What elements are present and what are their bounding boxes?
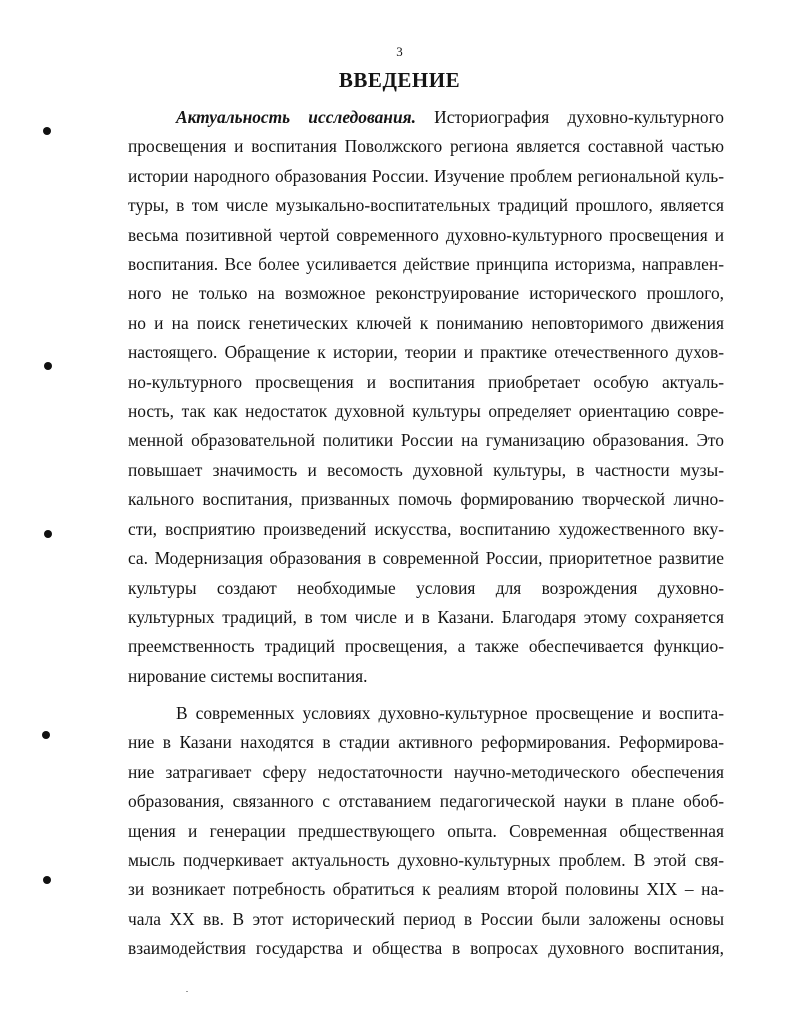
- binding-hole-mark: [44, 362, 52, 370]
- text-line: взаимодействия государства и общества в вопросах духовного воспитания,: [128, 938, 724, 959]
- text-line: ность, так как недостаток духовной культуры определяет ориентацию совре-: [128, 401, 724, 422]
- text-line: образования, связанного с отставанием педагогической науки в плане обоб-: [128, 791, 724, 812]
- text-line: преемственность традиций просвещения, а также обеспечивается функцио-: [128, 636, 724, 657]
- text-line: мысль подчеркивает актуальность духовно-культурных проблем. В этой свя-: [128, 850, 724, 871]
- text-line: нирование системы воспитания.: [128, 665, 368, 686]
- text-line: ние в Казани находятся в стадии активного реформирования. Реформирова-: [128, 732, 724, 753]
- binding-hole-mark: [42, 731, 50, 739]
- binding-hole-mark: [44, 530, 52, 538]
- text-line: чала XX вв. В этот исторический период в России были заложены основы: [128, 908, 724, 929]
- text-line: ние затрагивает сферу недостаточности научно-методического обеспечения: [128, 761, 724, 782]
- text-line: просвещения и воспитания Поволжского региона является составной частью: [128, 136, 724, 157]
- text-line: культурных традиций, в том числе и в Казани. Благодаря этому сохраняется: [128, 606, 724, 627]
- text-line: но-культурного просвещения и воспитания приобретает особую актуаль-: [128, 371, 724, 392]
- text-line: повышает значимость и весомость духовной культуры, в частности музы-: [128, 459, 724, 480]
- text-line: туры, в том числе музыкально-воспитательных традиций прошлого, является: [128, 195, 724, 216]
- text-line: воспитания. Все более усиливается действие принципа историзма, направлен-: [128, 254, 724, 275]
- text-line: менной образовательной политики России на гуманизацию образования. Это: [128, 430, 724, 451]
- text-line: истории народного образования России. Изучение проблем региональной куль-: [128, 165, 724, 186]
- text-line: В современных условиях духовно-культурное просвещение и воспита-: [176, 703, 724, 723]
- text-line: кального воспитания, призванных помочь формированию творческой лично-: [128, 489, 724, 510]
- binding-hole-mark: [43, 127, 51, 135]
- section-lead: Актуальность исследования.: [176, 107, 416, 127]
- text-line: культуры создают необходимые условия для возрождения духовно-: [128, 577, 724, 598]
- page-title: ВВЕДЕНИЕ: [338, 68, 461, 92]
- paragraph-relevance: [128, 103, 724, 691]
- page-number: 3: [396, 44, 403, 59]
- text-line: [128, 103, 724, 132]
- binding-hole-mark: [43, 876, 51, 884]
- text-line: ного не только на возможное реконструирование исторического прошлого,: [128, 283, 724, 304]
- text-line-rest: Историография духовно-культурного: [415, 107, 725, 127]
- text-line: са. Модернизация образования в современной России, приоритетное развитие: [128, 548, 724, 569]
- text-line: сти, восприятию произведений искусства, воспитанию художественного вку-: [128, 518, 724, 539]
- text-line: весьма позитивной чертой современного духовно-культурного просвещения и: [128, 224, 724, 245]
- text-line: настоящего. Обращение к истории, теории и практике отечественного духов-: [128, 342, 724, 363]
- text-line: щения и генерации предшествующего опыта. Современная общественная: [128, 820, 724, 841]
- text-line: зи возникает потребность обратиться к реалиям второй половины XIX – на-: [128, 879, 724, 900]
- text-line: но и на поиск генетических ключей к пониманию неповторимого движения: [128, 312, 724, 333]
- paragraph-modern-conditions: [128, 699, 724, 964]
- scan-speck: [186, 991, 188, 992]
